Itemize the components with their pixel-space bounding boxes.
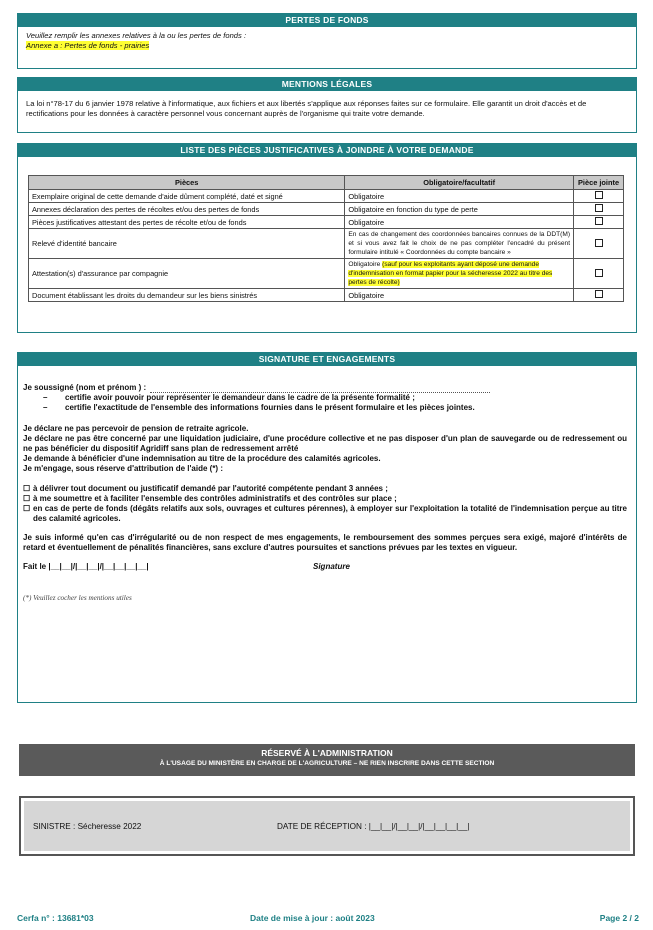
header-pieces: Pièces: [29, 176, 345, 190]
pertes-de-fonds-section: [17, 13, 637, 69]
status-cell: En cas de changement des coordonnées bancaires connues de la DDT(M) et si vous avez fait le choix de ne pas compléter l'encadré du présent formulaire intitulé « Coordonnées du compte bancaire »: [345, 229, 574, 259]
engagement-checkbox[interactable]: ☐: [23, 504, 31, 513]
table-header-row: [29, 176, 624, 190]
piece-jointe-checkbox[interactable]: [595, 204, 603, 212]
piece-jointe-checkbox[interactable]: [595, 191, 603, 199]
engagement-intro: Je m'engage, sous réserve d'attribution de l'aide (*) :: [23, 464, 223, 473]
status-note: (sauf pour les exploitants ayant déposé une demande d'indemnisation en format papier pour la sécheresse 2022 au titre des pertes de récolte): [348, 261, 553, 286]
piece-jointe-checkbox[interactable]: [595, 239, 603, 247]
declaration-retraite: Je déclare ne pas percevoir de pension de retraite agricole.: [23, 424, 249, 433]
signature-title: SIGNATURE ET ENGAGEMENTS: [18, 353, 636, 366]
admin-box: [19, 796, 635, 856]
piece-jointe-checkbox[interactable]: [595, 290, 603, 298]
engagement-item: à délivrer tout document ou justificatif demandé par l'autorité compétente pendant 3 années ;: [33, 484, 388, 493]
admin-subtitle: À L'USAGE DU MINISTÈRE EN CHARGE DE L'AGRICULTURE – NE RIEN INSCRIRE DANS CETTE SECTION: [159, 760, 495, 767]
piece-jointe-checkbox[interactable]: [595, 269, 603, 277]
pieces-table: [28, 175, 624, 302]
engagement-checkbox[interactable]: ☐: [23, 494, 31, 503]
piece-cell: Annexes déclaration des pertes de récoltes et/ou des pertes de fonds: [29, 203, 345, 216]
table-row: [29, 259, 624, 289]
header-obligatoire: Obligatoire/facultatif: [345, 176, 574, 190]
pieces-section: [17, 143, 637, 333]
pieces-title: LISTE DES PIÈCES JUSTIFICATIVES À JOINDRE À VOTRE DEMANDE: [18, 144, 636, 157]
signature-label: Signature: [313, 562, 350, 571]
status-cell: Obligatoire en fonction du type de perte: [345, 203, 574, 216]
piece-cell: Pièces justificatives attestant des pertes de récolte et/ou de fonds: [29, 216, 345, 229]
table-row: [29, 229, 624, 259]
piece-jointe-checkbox[interactable]: [595, 217, 603, 225]
admin-title: RÉSERVÉ À L'ADMINISTRATION: [261, 748, 393, 758]
piece-cell: Exemplaire original de cette demande d'aide dûment complété, daté et signé: [29, 190, 345, 203]
page-number: Page 2 / 2: [599, 913, 639, 923]
reception-date-field: DATE DE RÉCEPTION : |__|__|/|__|__|/|__|__|__|__|: [277, 821, 470, 831]
header-piece-jointe: Pièce jointe: [574, 176, 624, 190]
fait-le-date-field[interactable]: Fait le |__|__|/|__|__|/|__|__|__|__|: [23, 562, 149, 571]
mentions-legales-text: La loi n°78-17 du 6 janvier 1978 relative à l'informatique, aux fichiers et aux libertés s'applique aux réponses faites sur ce formulaire. Elle garantit un droit d'accès et de rectifications pour les données à caractère personnel vous concernant auprès de l'organisme qui traite votre demande.: [26, 99, 587, 118]
pertes-intro: Veuillez remplir les annexes relatives à la ou les pertes de fonds :: [26, 31, 247, 40]
declaration-indemnisation: Je demande à bénéficier d'une indemnisation au titre de la procédure des calamités agricoles.: [23, 454, 381, 463]
status-cell: Obligatoire: [345, 289, 574, 302]
status-cell: Obligatoire: [345, 216, 574, 229]
mentions-legales-section: [17, 77, 637, 133]
name-input[interactable]: [150, 383, 490, 393]
table-row: [29, 216, 624, 229]
update-date: Date de mise à jour : août 2023: [250, 913, 375, 923]
sinistre-field: SINISTRE : Sécheresse 2022: [33, 821, 142, 831]
engagement-item: à me soumettre et à faciliter l'ensemble des contrôles administratifs et des contrôles sur place ;: [33, 494, 397, 503]
engagement-item: en cas de perte de fonds (dégâts relatifs aux sols, ouvrages et cultures pérennes), à employer sur l'exploitation la totalité de l'indemnisation perçue au titre des calamité agricoles.: [33, 504, 627, 523]
engagement-checkbox[interactable]: ☐: [23, 484, 31, 493]
admin-header: [19, 744, 635, 776]
signature-section: SIGNATURE ET ENGAGEMENTS Je soussigné (nom et prénom ) : – certifie avoir pouvoir pour représenter le demandeur dans le cadre de la présente formalité ; – certifie l'exactitude de l'ensemble des informations fournies dans le présent formulaire et les pièces jointes. Je déclare ne pas percevoir de pension de retraite agricole. Je déclare ne pas être concerné par une liquidation judiciaire, d'une procédure collective et ne pas disposer d'un plan de sauvegarde ou de redressement ou ne pas bénéficier du dispositif Agridiff sans plan de redressement arrêté Je demande à bénéficier d'une indemnisation au titre de la procédure des calamités agricoles. Je m'engage, sous réserve d'attribution de l'aide (*) : ☐ à délivrer tout document ou justificatif demandé par l'autorité compétente pendant 3 années ; ☐ à me soumettre et à faciliter l'ensemble des contrôles administratifs et des contrôles sur place ; ☐ en cas de perte de fonds (dégâts relatifs aux sols, ouvrages et cultures pérennes), à employer sur l'exploitation la totalité de l'indemnisation perçue au titre des calamité agricoles. Je suis informé qu'en cas d'irrégularité ou de non respect de mes engagements, le remboursement des sommes perçues sera exigé, majoré d'intérêts de retard et éventuellement de pénalités financières, sans exclure d'autres poursuites et sanctions prévues par les textes en vigueur. Fait le |__|__|/|__|__|/|__|__|__|__| Signature (*) Veuillez cocher les mentions utiles: [17, 352, 637, 703]
table-row: [29, 190, 624, 203]
certify-item: certifie avoir pouvoir pour représenter le demandeur dans le cadre de la présente formalité ;: [65, 393, 415, 402]
piece-cell: Relevé d'identité bancaire: [29, 229, 345, 259]
status-text: Obligatoire: [348, 261, 381, 268]
certify-item: certifie l'exactitude de l'ensemble des informations fournies dans le présent formulaire et les pièces jointes.: [65, 403, 475, 412]
signature-note: (*) Veuillez cocher les mentions utiles: [23, 594, 132, 602]
declaration-liquidation: Je déclare ne pas être concerné par une liquidation judiciaire, d'une procédure collective et ne pas disposer d'un plan de sauvegarde ou de redressement ou ne pas bénéficier du dispositif Agridiff sans plan de redressement arrêté: [23, 434, 627, 453]
mentions-legales-title: MENTIONS LÉGALES: [18, 78, 636, 91]
informed-text: Je suis informé qu'en cas d'irrégularité ou de non respect de mes engagements, le remboursement des sommes perçues sera exigé, majoré d'intérêts de retard et éventuellement de pénalités financières, sans exclure d'autres poursuites et sanctions prévues par les textes en vigueur.: [23, 533, 627, 552]
status-cell: Obligatoire: [345, 190, 574, 203]
cerfa-number: Cerfa n° : 13681*03: [17, 913, 94, 923]
table-row: [29, 289, 624, 302]
annex-a-link[interactable]: Annexe a : Pertes de fonds - prairies: [26, 41, 150, 50]
piece-cell: Attestation(s) d'assurance par compagnie: [29, 259, 345, 289]
soussigne-label: Je soussigné (nom et prénom ) :: [23, 383, 147, 392]
pertes-de-fonds-title: PERTES DE FONDS: [18, 14, 636, 27]
table-row: [29, 203, 624, 216]
piece-cell: Document établissant les droits du demandeur sur les biens sinistrés: [29, 289, 345, 302]
